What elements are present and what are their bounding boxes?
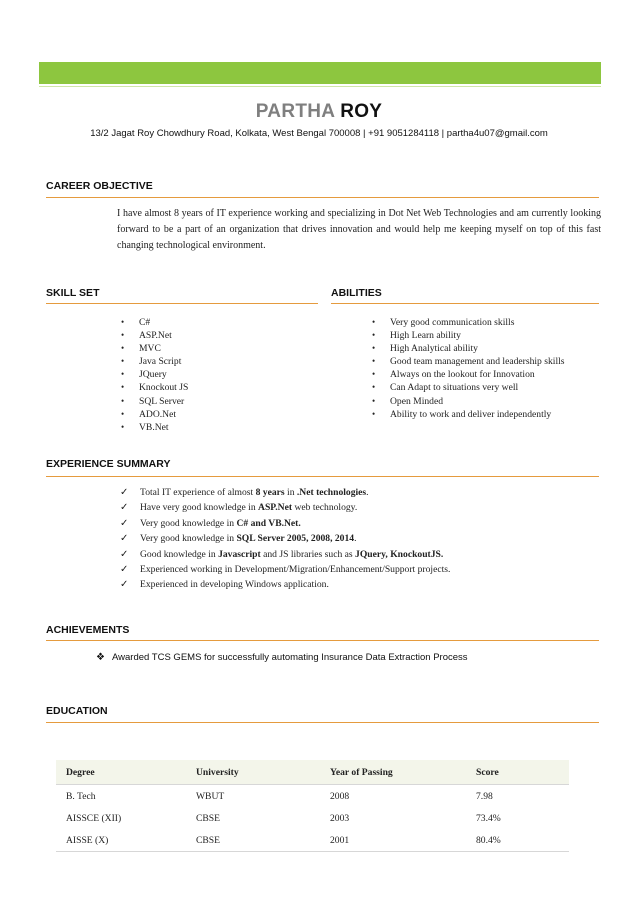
experience-text-pre: Experienced working in Development/Migration/Enhancement/Support projects. — [140, 564, 451, 576]
list-item — [370, 395, 565, 408]
checkmark-icon: ✓ — [120, 487, 129, 498]
skill-set-rule — [46, 303, 318, 304]
experience-text-pre: Have very good knowledge in — [140, 502, 259, 514]
candidate-name — [0, 101, 638, 123]
bullet-icon: • — [121, 356, 125, 367]
list-item — [119, 329, 188, 342]
bullet-icon: • — [372, 395, 376, 406]
list-item-text: SQL Server — [139, 395, 185, 407]
experience-item — [120, 500, 450, 515]
achievements-rule — [46, 640, 599, 641]
achievement-item — [96, 652, 468, 663]
list-item-text: High Analytical ability — [390, 343, 478, 355]
achievements-title: ACHIEVEMENTS — [46, 624, 130, 636]
bullet-icon: • — [121, 421, 125, 432]
degree-cell: B. Tech — [66, 790, 96, 802]
list-item — [370, 316, 565, 329]
experience-text-pre: Total IT experience of almost — [140, 487, 256, 498]
checkmark-icon: ✓ — [120, 548, 129, 560]
list-item-text: Knockout JS — [139, 382, 189, 394]
score-cell: 73.4% — [476, 812, 501, 824]
education-header-row — [56, 760, 569, 785]
experience-item — [120, 485, 450, 500]
checkmark-icon: ✓ — [120, 579, 129, 591]
header-score: Score — [466, 760, 569, 785]
table-row — [56, 807, 569, 829]
abilities-title: ABILITIES — [331, 287, 382, 299]
header-university: University — [186, 760, 320, 785]
experience-text-bold: 8 years — [255, 487, 285, 498]
list-item — [119, 342, 188, 355]
experience-summary-rule — [46, 476, 599, 477]
score-cell: 7.98 — [476, 790, 493, 802]
header-degree: Degree — [56, 760, 186, 785]
checkmark-icon: ✓ — [120, 533, 129, 545]
first-name: PARTHA — [255, 101, 335, 122]
experience-text-bold2: JQuery, KnockoutJS. — [355, 548, 444, 560]
experience-summary-title: EXPERIENCE SUMMARY — [46, 458, 171, 470]
list-item — [370, 342, 565, 355]
skill-set-title: SKILL SET — [46, 287, 100, 299]
experience-list — [120, 485, 450, 593]
list-item-text: C# — [139, 317, 151, 328]
bullet-icon: • — [121, 343, 125, 354]
career-objective-title: CAREER OBJECTIVE — [46, 180, 153, 192]
abilities-list — [370, 316, 565, 421]
bullet-icon: • — [372, 356, 376, 367]
experience-text-mid: web technology. — [292, 502, 358, 514]
experience-item — [120, 516, 450, 531]
list-item-text: JQuery — [139, 369, 167, 381]
achievement-text: Awarded TCS GEMS for successfully automating Insurance Data Extraction Process — [112, 652, 468, 663]
experience-text-mid: and JS libraries such as — [260, 548, 356, 560]
year-cell: 2003 — [330, 812, 350, 824]
list-item — [370, 381, 565, 394]
bullet-icon: • — [372, 369, 376, 380]
education-table — [56, 760, 569, 852]
bullet-icon: • — [372, 382, 376, 393]
bullet-icon: • — [372, 343, 376, 354]
experience-item — [120, 547, 450, 562]
bullet-icon: • — [121, 395, 125, 406]
bullet-icon: • — [372, 408, 376, 419]
year-cell: 2001 — [320, 829, 466, 852]
bullet-icon: • — [372, 317, 376, 327]
list-item — [119, 316, 188, 329]
experience-text-bold: ASP.Net — [258, 502, 293, 514]
list-item-text: ASP.Net — [139, 330, 172, 342]
education-title: EDUCATION — [46, 705, 108, 717]
list-item-text: VB.Net — [139, 421, 169, 433]
experience-text-bold: SQL Server 2005, 2008, 2014 — [236, 533, 355, 545]
bullet-icon: • — [121, 369, 125, 380]
list-item — [370, 368, 565, 381]
list-item — [119, 381, 188, 394]
list-item-text: ADO.Net — [139, 408, 177, 420]
experience-text-mid: . — [354, 533, 357, 545]
experience-text-pre: Very good knowledge in — [140, 533, 237, 545]
degree-cell: AISSE (X) — [56, 829, 186, 852]
list-item-text: Ability to work and deliver independently — [390, 408, 552, 420]
list-item — [119, 355, 188, 368]
skill-list — [119, 316, 188, 434]
list-item-text: Can Adapt to situations very well — [390, 382, 519, 394]
diamond-bullet-icon: ❖ — [96, 652, 105, 663]
list-item-text: Very good communication skills — [390, 317, 515, 328]
list-item-text: Open Minded — [390, 395, 444, 407]
contact-line: 13/2 Jagat Roy Chowdhury Road, Kolkata, West Bengal 700008 | +91 9051284118 | partha4u07@gmail.com — [90, 128, 548, 139]
bullet-icon: • — [121, 330, 125, 341]
university-cell: WBUT — [196, 790, 225, 802]
career-objective-text: I have almost 8 years of IT experience working and specializing in Dot Net Web Technologies and am currently looking forward to be a part of an organization that drives innovation and would help me keeping myself on top of this fast changing technological environment. — [117, 208, 601, 251]
list-item-text: Java Script — [139, 356, 182, 368]
list-item-text: Good team management and leadership skills — [390, 356, 565, 368]
bullet-icon: • — [121, 382, 125, 393]
university-cell: CBSE — [186, 829, 320, 852]
experience-text-pre: Good knowledge in — [140, 548, 219, 560]
list-item-text: High Learn ability — [390, 330, 461, 342]
experience-item — [120, 562, 450, 577]
list-item — [370, 408, 565, 421]
experience-text-pre: Very good knowledge in — [140, 517, 237, 529]
list-item — [119, 368, 188, 381]
experience-text-post: . — [366, 487, 369, 498]
abilities-rule — [331, 303, 599, 304]
list-item-text: Always on the lookout for Innovation — [390, 369, 535, 381]
header-year: Year of Passing — [320, 760, 466, 785]
bullet-icon: • — [121, 317, 125, 327]
checkmark-icon: ✓ — [120, 564, 129, 576]
list-item-text: MVC — [139, 343, 161, 355]
experience-text-pre: Experienced in developing Windows application. — [140, 579, 329, 591]
header-bar-underline — [39, 86, 601, 87]
experience-item — [120, 577, 450, 592]
degree-cell: AISSCE (XII) — [66, 812, 122, 824]
university-cell: CBSE — [196, 812, 220, 824]
list-item — [119, 421, 188, 434]
experience-text-bold2: .Net technologies — [296, 487, 367, 498]
last-name: ROY — [340, 101, 383, 122]
list-item — [119, 408, 188, 421]
header-color-bar — [39, 62, 601, 84]
experience-item — [120, 531, 450, 546]
experience-text-mid: in — [284, 487, 297, 498]
table-row — [56, 829, 569, 852]
experience-text-bold: C# and VB.Net. — [236, 517, 301, 529]
score-cell: 80.4% — [466, 829, 569, 852]
list-item — [370, 355, 565, 368]
education-rule — [46, 722, 599, 723]
career-objective-rule — [46, 197, 599, 198]
experience-text-bold: Javascript — [218, 548, 261, 560]
bullet-icon: • — [372, 330, 376, 341]
year-cell: 2008 — [330, 790, 350, 802]
bullet-icon: • — [121, 408, 125, 419]
list-item — [370, 329, 565, 342]
list-item — [119, 395, 188, 408]
table-row — [56, 785, 569, 808]
checkmark-icon: ✓ — [120, 502, 129, 514]
checkmark-icon: ✓ — [120, 517, 129, 529]
